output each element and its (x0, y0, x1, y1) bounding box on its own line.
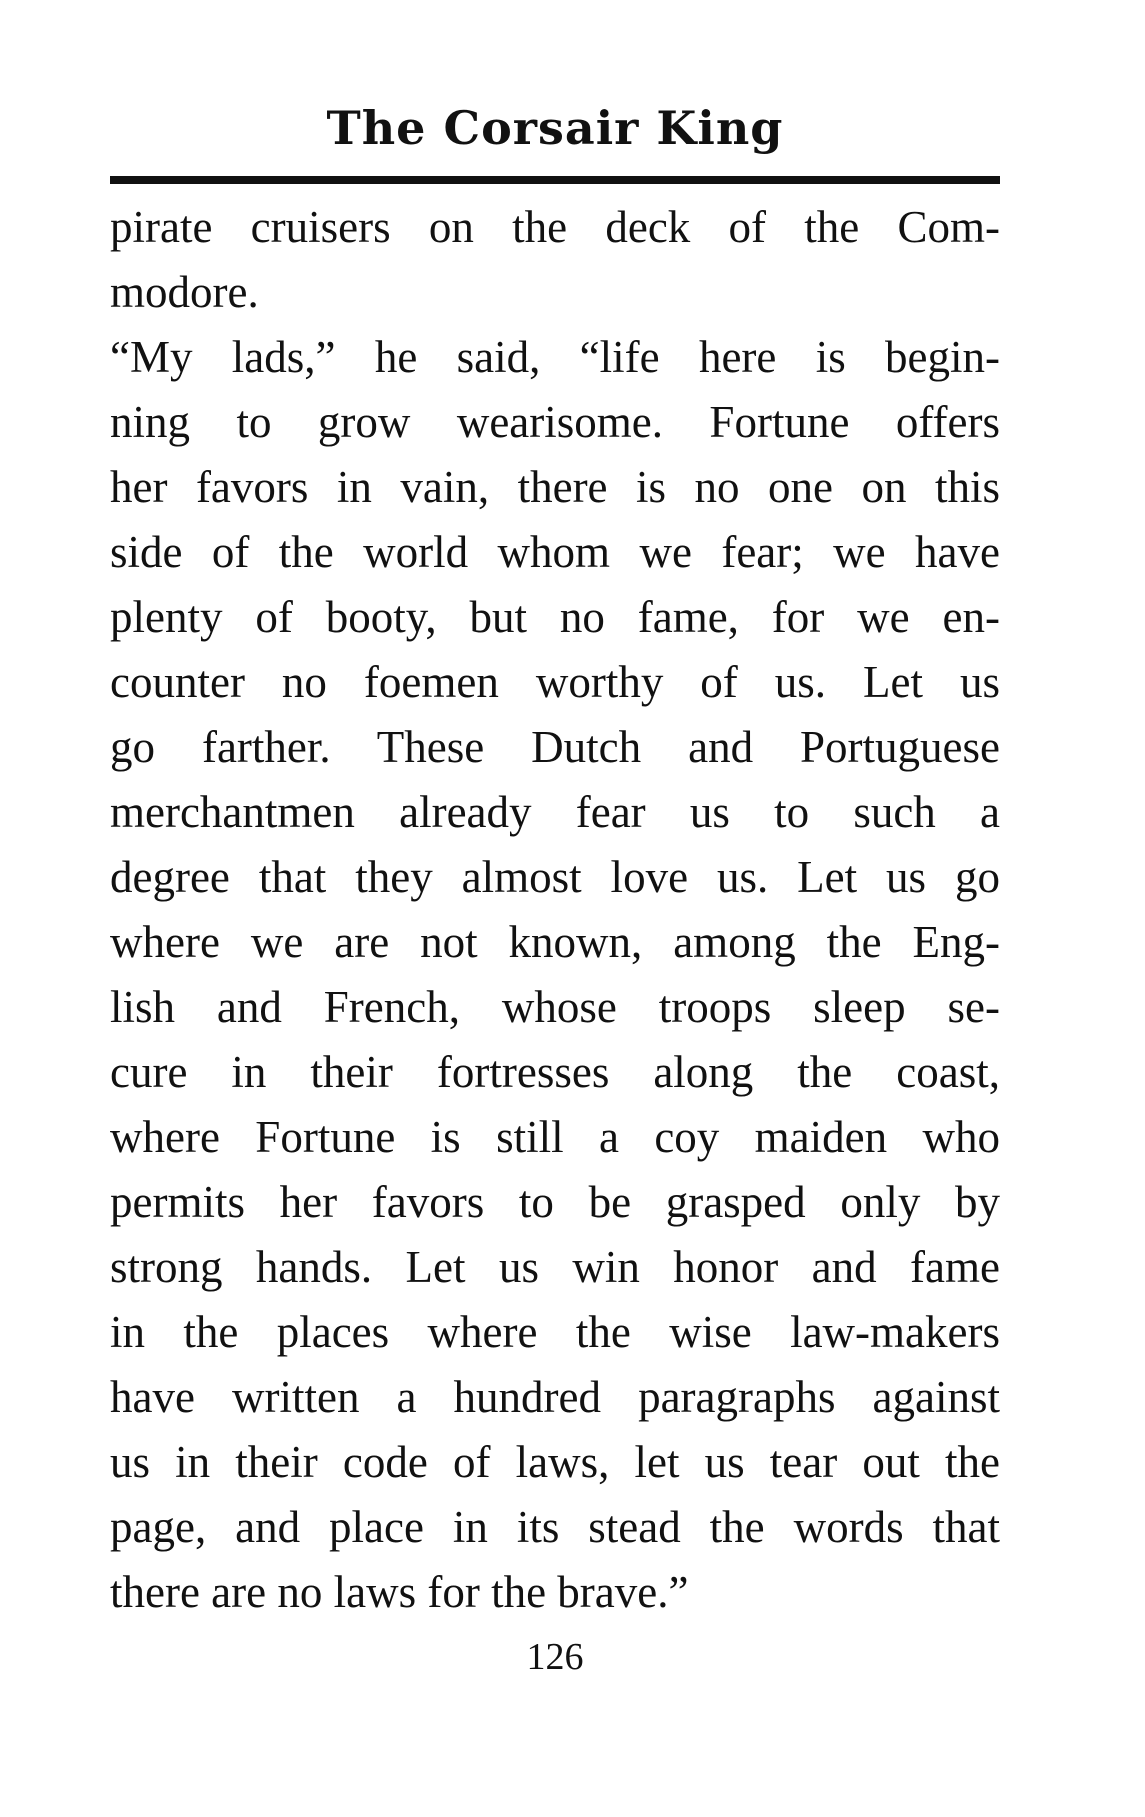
text-line: lish and French, whose troops sleep se- (110, 982, 1000, 1032)
text-line: ning to grow wearisome. Fortune offers (110, 397, 1000, 447)
text-line: her favors in vain, there is no one on this (110, 462, 1000, 512)
text-line: counter no foemen worthy of us. Let us (110, 657, 1000, 707)
text-line: permits her favors to be grasped only by (110, 1177, 1000, 1227)
text-line: where Fortune is still a coy maiden who (110, 1112, 1000, 1162)
text-line: us in their code of laws, let us tear out the (110, 1437, 1000, 1487)
text-line: pirate cruisers on the deck of the Com- (110, 202, 1000, 252)
header-rule (110, 176, 1000, 184)
running-title: The Corsair King (326, 101, 784, 155)
text-line: where we are not known, among the Eng- (110, 917, 1000, 967)
page-number: 126 (526, 1636, 584, 1678)
text-line: have written a hundred paragraphs against (110, 1372, 1000, 1422)
text-line: plenty of booty, but no fame, for we en- (110, 592, 1000, 642)
text-line: cure in their fortresses along the coast, (110, 1047, 1000, 1097)
text-line: in the places where the wise law-makers (110, 1307, 1000, 1357)
text-line: strong hands. Let us win honor and fame (110, 1242, 1000, 1292)
text-line: go farther. These Dutch and Portuguese (110, 722, 1000, 772)
text-line: there are no laws for the brave.” (110, 1567, 689, 1617)
text-line: page, and place in its stead the words that (110, 1502, 1000, 1552)
text-line: modore. (110, 267, 259, 317)
body-text (110, 195, 1000, 1625)
text-line: “My lads,” he said, “life here is begin- (110, 332, 1000, 382)
text-line: merchantmen already fear us to such a (110, 787, 1000, 837)
text-line: side of the world whom we fear; we have (110, 527, 1000, 577)
text-line: degree that they almost love us. Let us go (110, 852, 1000, 902)
